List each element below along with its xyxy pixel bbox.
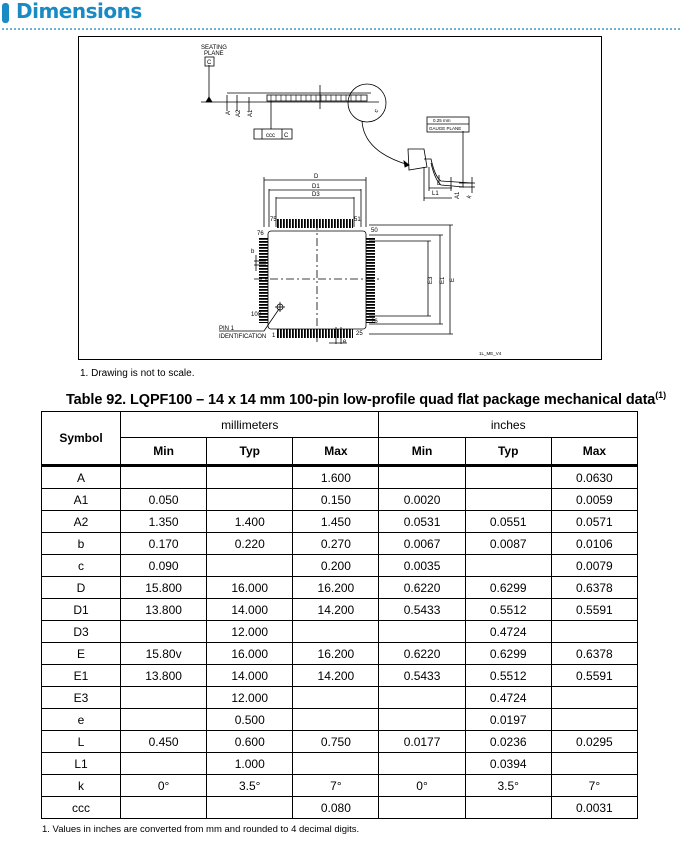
in-min-cell: 0.0020 xyxy=(379,489,465,511)
in-typ-cell xyxy=(465,466,551,489)
dim-e3-label: E3 xyxy=(428,276,434,284)
symbol-cell: E1 xyxy=(42,665,121,687)
in-min-cell xyxy=(379,687,465,709)
in-min-cell xyxy=(379,466,465,489)
mm-min-cell: 1.350 xyxy=(121,511,207,533)
mm-min-cell: 0.090 xyxy=(121,555,207,577)
in-max-cell: 7° xyxy=(551,775,637,797)
mm-typ-cell xyxy=(207,466,293,489)
mm-min-cell: 15.80v xyxy=(121,643,207,665)
mm-max-cell: 16.200 xyxy=(293,577,379,599)
mm-min-cell xyxy=(121,466,207,489)
seating-plane-label-2: PLANE xyxy=(204,51,224,57)
table-row xyxy=(42,466,638,489)
mm-min-cell: 13.800 xyxy=(121,665,207,687)
in-min-cell xyxy=(379,753,465,775)
mm-typ-cell: 14.000 xyxy=(207,665,293,687)
symbol-cell: c xyxy=(42,555,121,577)
mm-max-cell xyxy=(293,621,379,643)
millimeters-header: millimeters xyxy=(121,412,379,438)
table-row xyxy=(42,555,638,577)
in-typ-cell: 0.4724 xyxy=(465,687,551,709)
in-max-cell: 0.5591 xyxy=(551,599,637,621)
dim-l1-label: L1 xyxy=(432,191,439,197)
table-body xyxy=(42,466,638,819)
in-max-cell xyxy=(551,709,637,731)
in-max-cell xyxy=(551,621,637,643)
dim-e-label: E xyxy=(450,277,456,282)
mm-max-cell: 7° xyxy=(293,775,379,797)
table-row xyxy=(42,775,638,797)
table-row xyxy=(42,687,638,709)
table-caption-note-ref: (1) xyxy=(655,390,666,400)
in-typ-cell: 0.6299 xyxy=(465,577,551,599)
mm-typ-cell: 0.600 xyxy=(207,731,293,753)
pin-25-label: 25 xyxy=(356,331,363,337)
in-typ-cell: 3.5° xyxy=(465,775,551,797)
symbol-cell: e xyxy=(42,709,121,731)
mm-typ-cell: 12.000 xyxy=(207,687,293,709)
in-min-cell: 0.0067 xyxy=(379,533,465,555)
table-caption xyxy=(66,390,666,408)
pin1-id-label-1: PIN 1 xyxy=(219,326,235,332)
mm-max-cell: 0.270 xyxy=(293,533,379,555)
in-min-cell xyxy=(379,709,465,731)
table-row xyxy=(42,621,638,643)
in-typ-cell: 0.0394 xyxy=(465,753,551,775)
mm-max-cell: 1.450 xyxy=(293,511,379,533)
dim-a2-label: A2 xyxy=(236,109,242,117)
table-group-header-row xyxy=(42,412,638,438)
mm-max-cell: 16.200 xyxy=(293,643,379,665)
pin-50-label: 50 xyxy=(371,228,378,234)
table-row xyxy=(42,489,638,511)
dim-a1-detail-label: A1 xyxy=(455,191,461,199)
in-max-cell: 0.6378 xyxy=(551,577,637,599)
mm-max-cell: 0.150 xyxy=(293,489,379,511)
in-max-header: Max xyxy=(551,438,637,466)
in-min-cell: 0.0531 xyxy=(379,511,465,533)
mm-max-cell: 0.200 xyxy=(293,555,379,577)
in-typ-cell: 0.0551 xyxy=(465,511,551,533)
mm-typ-cell: 0.500 xyxy=(207,709,293,731)
dim-d1-label: D1 xyxy=(312,184,320,190)
mm-max-cell: 14.200 xyxy=(293,599,379,621)
pin1-id-label-2: IDENTIFICATION xyxy=(219,334,267,340)
in-max-cell: 0.0106 xyxy=(551,533,637,555)
symbol-cell: L xyxy=(42,731,121,753)
ccc-label: ccc xyxy=(266,133,275,139)
in-max-cell: 0.0571 xyxy=(551,511,637,533)
table-row xyxy=(42,753,638,775)
dotted-divider xyxy=(2,28,680,30)
table-row xyxy=(42,709,638,731)
dim-e-pitch-label: e xyxy=(343,339,347,345)
dim-d3-label: D3 xyxy=(312,192,320,198)
mm-max-cell xyxy=(293,753,379,775)
dim-d-label: D xyxy=(314,174,319,180)
pin-75-label: 75 xyxy=(270,217,277,223)
package-drawing xyxy=(78,36,602,360)
in-typ-cell xyxy=(465,555,551,577)
in-max-cell: 0.0059 xyxy=(551,489,637,511)
in-max-cell: 0.0295 xyxy=(551,731,637,753)
section-title: Dimensions xyxy=(16,0,142,23)
mm-max-cell xyxy=(293,687,379,709)
mm-min-cell: 15.800 xyxy=(121,577,207,599)
in-typ-cell: 0.0236 xyxy=(465,731,551,753)
in-typ-cell xyxy=(465,489,551,511)
in-max-cell xyxy=(551,687,637,709)
mm-max-cell: 0.080 xyxy=(293,797,379,819)
mm-min-cell: 13.800 xyxy=(121,599,207,621)
mm-typ-cell: 3.5° xyxy=(207,775,293,797)
mm-typ-cell: 14.000 xyxy=(207,599,293,621)
mm-min-cell xyxy=(121,797,207,819)
symbol-cell: E xyxy=(42,643,121,665)
in-typ-cell xyxy=(465,797,551,819)
symbol-cell: k xyxy=(42,775,121,797)
table-row xyxy=(42,731,638,753)
in-min-cell: 0° xyxy=(379,775,465,797)
in-min-cell: 0.0035 xyxy=(379,555,465,577)
in-min-cell: 0.5433 xyxy=(379,665,465,687)
mm-min-cell xyxy=(121,753,207,775)
dim-l-label: L xyxy=(437,181,441,187)
table-subheader-row xyxy=(42,438,638,466)
mm-max-header: Max xyxy=(293,438,379,466)
section-header xyxy=(0,0,680,32)
mm-min-cell xyxy=(121,621,207,643)
dim-k-label: k xyxy=(466,194,474,200)
in-max-cell: 0.5591 xyxy=(551,665,637,687)
seating-plane-label-1: SEATING xyxy=(201,45,227,51)
in-typ-cell: 0.5512 xyxy=(465,665,551,687)
dim-b-label: b xyxy=(251,249,255,255)
in-typ-cell: 0.5512 xyxy=(465,599,551,621)
in-min-cell: 0.6220 xyxy=(379,577,465,599)
in-min-header: Min xyxy=(379,438,465,466)
in-typ-cell: 0.4724 xyxy=(465,621,551,643)
mm-typ-cell: 16.000 xyxy=(207,643,293,665)
mm-min-cell: 0.170 xyxy=(121,533,207,555)
mm-min-header: Min xyxy=(121,438,207,466)
symbol-header: Symbol xyxy=(42,412,121,466)
mm-max-cell: 1.600 xyxy=(293,466,379,489)
in-min-cell: 0.6220 xyxy=(379,643,465,665)
table-row xyxy=(42,643,638,665)
in-max-cell: 0.0079 xyxy=(551,555,637,577)
table-row xyxy=(42,577,638,599)
mm-min-cell: 0.450 xyxy=(121,731,207,753)
dim-c-label: c xyxy=(373,108,381,114)
symbol-cell: A1 xyxy=(42,489,121,511)
dim-e1-label: E1 xyxy=(440,276,446,284)
dim-a1-label: A1 xyxy=(248,109,254,117)
mm-max-cell: 0.750 xyxy=(293,731,379,753)
table-row xyxy=(42,533,638,555)
dim-a-label: A xyxy=(226,110,232,115)
table-row xyxy=(42,511,638,533)
pin-100-label: 100 xyxy=(251,312,262,318)
in-typ-header: Typ xyxy=(465,438,551,466)
mm-typ-cell: 1.400 xyxy=(207,511,293,533)
datum-c-label: C xyxy=(207,60,212,66)
in-max-cell: 0.0031 xyxy=(551,797,637,819)
mm-typ-cell: 0.220 xyxy=(207,533,293,555)
in-typ-cell: 0.0197 xyxy=(465,709,551,731)
mm-typ-cell xyxy=(207,555,293,577)
mm-typ-cell xyxy=(207,797,293,819)
drawing-ref-code: 1L_ME_V4 xyxy=(479,351,502,356)
mm-max-cell xyxy=(293,709,379,731)
mm-typ-cell: 1.000 xyxy=(207,753,293,775)
pin-76-label: 76 xyxy=(257,231,264,237)
mm-max-cell: 14.200 xyxy=(293,665,379,687)
side-body xyxy=(267,95,367,101)
mm-min-cell xyxy=(121,687,207,709)
table-row xyxy=(42,599,638,621)
package-outline-svg xyxy=(79,37,600,358)
table-row xyxy=(42,797,638,819)
symbol-cell: D3 xyxy=(42,621,121,643)
symbol-cell: D xyxy=(42,577,121,599)
symbol-cell: A2 xyxy=(42,511,121,533)
in-min-cell: 0.0177 xyxy=(379,731,465,753)
in-typ-cell: 0.6299 xyxy=(465,643,551,665)
table-row xyxy=(42,665,638,687)
inches-header: inches xyxy=(379,412,638,438)
symbol-cell: L1 xyxy=(42,753,121,775)
mechanical-data-table xyxy=(41,411,638,819)
symbol-cell: D1 xyxy=(42,599,121,621)
table-note: 1. Values in inches are converted from mm and rounded to 4 decimal digits. xyxy=(42,824,360,835)
symbol-cell: A xyxy=(42,466,121,489)
in-max-cell: 0.0630 xyxy=(551,466,637,489)
section-marker-icon xyxy=(2,3,9,23)
table-caption-text: Table 92. LQPF100 – 14 x 14 mm 100-pin low-profile quad flat package mechanical data xyxy=(66,391,656,408)
in-min-cell: 0.5433 xyxy=(379,599,465,621)
mm-typ-header: Typ xyxy=(207,438,293,466)
in-max-cell xyxy=(551,753,637,775)
mm-typ-cell: 12.000 xyxy=(207,621,293,643)
in-typ-cell: 0.0087 xyxy=(465,533,551,555)
in-min-cell xyxy=(379,797,465,819)
symbol-cell: ccc xyxy=(42,797,121,819)
symbol-cell: b xyxy=(42,533,121,555)
symbol-cell: E3 xyxy=(42,687,121,709)
mm-min-cell: 0.050 xyxy=(121,489,207,511)
mm-min-cell: 0° xyxy=(121,775,207,797)
gauge-plane-label: GAUGE PLANE xyxy=(429,126,462,131)
in-min-cell xyxy=(379,621,465,643)
mm-min-cell xyxy=(121,709,207,731)
pin-1-label: 1 xyxy=(272,333,276,339)
mm-typ-cell: 16.000 xyxy=(207,577,293,599)
in-max-cell: 0.6378 xyxy=(551,643,637,665)
ccc-datum-label: C xyxy=(284,133,289,139)
pin-26-label: 26 xyxy=(371,319,378,325)
mm-typ-cell xyxy=(207,489,293,511)
pin-51-label: 51 xyxy=(354,217,361,223)
figure-note: 1. Drawing is not to scale. xyxy=(80,368,195,379)
gauge-value-label: 0.25 mm xyxy=(433,118,451,123)
